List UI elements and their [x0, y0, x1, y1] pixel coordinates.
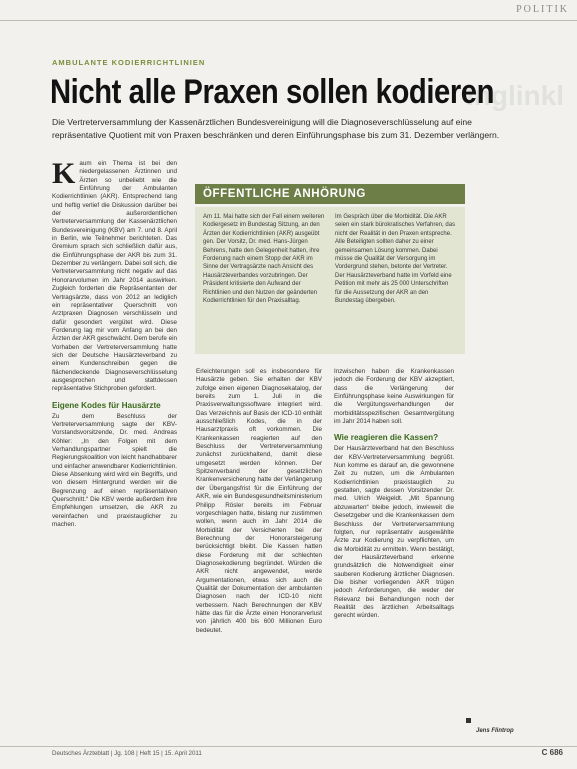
section-label: POLITIK [516, 4, 569, 15]
page-number: C 686 [541, 748, 563, 757]
info-box-body [195, 207, 465, 354]
article-lead: Die Vertreterversammlung der Kassenärztlichen Bundesvereinigung will die Diagnoseverschlüsselung auf eine repräsentative Quotient mit von Praxen beschränken und deren Einführungsphase bis zum 31. Dezember verlängern. [52, 117, 500, 140]
info-box-paragraph-1: Am 11. Mai hatte sich der Fall einem weiteren Kodiergesetz im Bundestag Sitzung, an den Ärzten der Kodierrichtlinien (AKR) ausgeübt gen. Der Vorsitz, Dr. med. Hans-Jürgen Behrens, hatte den Gelegenheit hatten, ihre Forderung nach einem Stopp der AKR im Sinne der Vertragsärzte nach Ansicht des Hausärzteverbandes vorzubringen. Der Präsident kritisierte den Aufwand der Richtlinien und den Nutzen der geänderten Kodierrichtlinien für den Praxisalltag. [203, 214, 325, 305]
info-box-paragraph-2: Im Gespräch über die Morbidität. Die AKR seien ein stark bürokratisches Verfahren, das nicht der Realität in den Praxen entspreche. Alle Beteiligten sollten daher zu einer gemeinsamen Lösung kommen. Dabei müsse die Qualität der Versorgung im Vordergrund stehen, betonte der Vertreter. Der Hausärzteverband hatte im Vorfeld eine Petition mit mehr als 25 000 Unterschriften für die Aussetzung der AKR an den Bundestag übergeben. [335, 214, 456, 305]
headline-ghost-text: Inglinkl [466, 80, 564, 111]
article-kicker: AMBULANTE KODIERRICHTLINIEN [52, 58, 206, 67]
footer-citation: Deutsches Ärzteblatt | Jg. 108 | Heft 15 | 15. April 2011 [52, 750, 202, 757]
column-2-paragraph: Erleichterungen soll es insbesondere für Hausärzte geben. Sie erhalten der KBV zufolge einen eigenen Diagnosekatalog, der bereits zum 1. Juli in die Praxisverwaltungssoftware integriert wird. Das Verzeichnis auf Basis der ICD-10 enthält ausschließlich Kodes, die in der Hausarztpraxis oft vorkommen. Die Krankenkassen reagierten auf den Beschluss der Vertreterversammlung zunächst zurückhaltend, damit diese umgesetzt werden können. Der Spitzenverband der gesetzlichen Krankenversicherung hatte der Verlängerung der Übergangsfrist für die Einführung der AKR, wie ein Bundesgesundheitsministerium Philipp Rösler bereits im Februar vorgeschlagen hatte, bislang nur zustimmen wollen, wenn auch im Jahr 2014 die Morbidität der Versicherten bei der Berechnung der Honorarsteigerung berücksichtigt bleibt. Die Kassen hatten diese Forderung mit der schlechten Diagnosekodierung begründet. Würden die AKR nicht angewendet, werde Argumentationen, etwas sich auch die Qualität der Dokumentation der ambulanten Diagnosen nach der ICD-10 nicht verbessern. Nach Berechnungen der KBV hätte das für die Ärzte einen Honorarverlust von jährlich 400 bis 600 Millionen Euro bedeutet. [196, 368, 322, 634]
article-headline: Nicht alle Praxen sollen kodieren [50, 73, 495, 111]
subhead-insurers: Wie reagieren die Kassen? [334, 433, 439, 443]
info-box-title: ÖFFENTLICHE ANHÖRUNG [195, 184, 465, 204]
column-2 [196, 368, 322, 635]
article-end-mark [466, 718, 471, 723]
column-3-paragraph-1: Inzwischen haben die Krankenkassen jedoch die Forderung der KBV akzeptiert, dass die Verlängerung der Einführungsphase keine Auswirkungen für die Vergütungsverhandlungen der morbiditätsspezifischen Gesamtvergütung im Jahr 2014 haben soll. [334, 368, 454, 426]
column-1-paragraph-1: aum ein Thema ist bei den niedergelassenen Ärztinnen und Ärzten so unbeliebt wie die Einführung der Ambulanten Kodierrichtlinien (AKR). Entsprechend lang und heftig verlief die Diskussion darüber bei der außerordentlichen Vertreterversammlung der Kassenärztlichen Bundesvereinigung (KBV) am 7. und 8. April in Berlin, wie Teilnehmer berichteten. Das Gremium sprach sich schließlich dafür aus, die Einführungsphase der AKR bis zum 31. Dezember zu verlängern. Dabei soll sich, die Vertreterversammlung nicht negativ auf das Honorarvolumen im Jahr 2014 auswirken. Zugleich forderten die Repräsentanten der Vertragsärzte, dass von 2012 an lediglich ein repräsentativer Querschnitt von Arztpraxen Diagnosen verschlüsseln und dafür gesondert vergütet wird. Diese Forderung lag mir vom Anfang an bei den Ärzten der AKR geschwächt. Dem berufe ein Vorhaben der Vertreterversammlung hatte sich der Deutsche Hausärzteverband zu einem Kundenschreiben gegen die flächendeckende Diagnoseverschlüsselung ausgesprochen und stattdessen repräsentative Stichproben gefordert. [52, 160, 177, 393]
author-name: Jens Flintrop [476, 728, 514, 734]
header-rule [0, 20, 577, 21]
subhead-own-codes: Eigene Kodes für Hausärzte [52, 400, 161, 410]
column-1-paragraph-2: Zu dem Beschluss der Vertreterversammlung sagte der KBV-Vorstandsvorsitzende, Dr. med. Andreas Köhler: „In den Folgen mit dem Verhandlungspartner spielt die Regierungskoalition von leicht handhabbarer und einfacher anwendbarer Kodierrichtlinien. Diese Absenkung wird wird ein Begriffs, und von diesem Hintergrund werden wir die Begrenzung auf einen repräsentativen Querschnitt.“ Die KBV werde außerdem ihre Empfehlungen umsetzen, die AKR zu vereinfachen und praxistauglicher zu machen. [52, 412, 177, 529]
column-1 [52, 157, 177, 529]
footer-rule [0, 746, 577, 747]
column-3-paragraph-2: Der Hausärzteverband hat den Beschluss der KBV-Vertreterversammlung begrüßt. Nun komme es darauf an, die gewonnene Zeit zu nutzen, um die Ambulanten Kodierrichtlinien praxistauglich zu gestalten, sagte dessen Vorsitzender Dr. med. Ulrich Weigeldt. „Mit Spannung abzuwarten“ bleibe jedoch, inwieweit die Gesetzgeber und die Krankenkassen dem Beschluss der Vertreterversammlung folgten, nur repräsentativ ausgewählte Ärzte zur Kodierung zu verpflichten, um die Morbidität zu ermitteln. Wenn bestätigt, der Hausärzteverband erkenne grundsätzlich die Notwendigkeit einer sauberen Kodierung ärztlicher Diagnosen. Die bisher vorliegenden AKR trügen jedoch Anforderungen, die weder der Relevanz bei Behandlungen noch der Realität des ärztlichen Arbeitsalltags gerecht würden. [334, 445, 454, 620]
drop-cap: K [52, 157, 76, 190]
column-3 [334, 368, 454, 621]
